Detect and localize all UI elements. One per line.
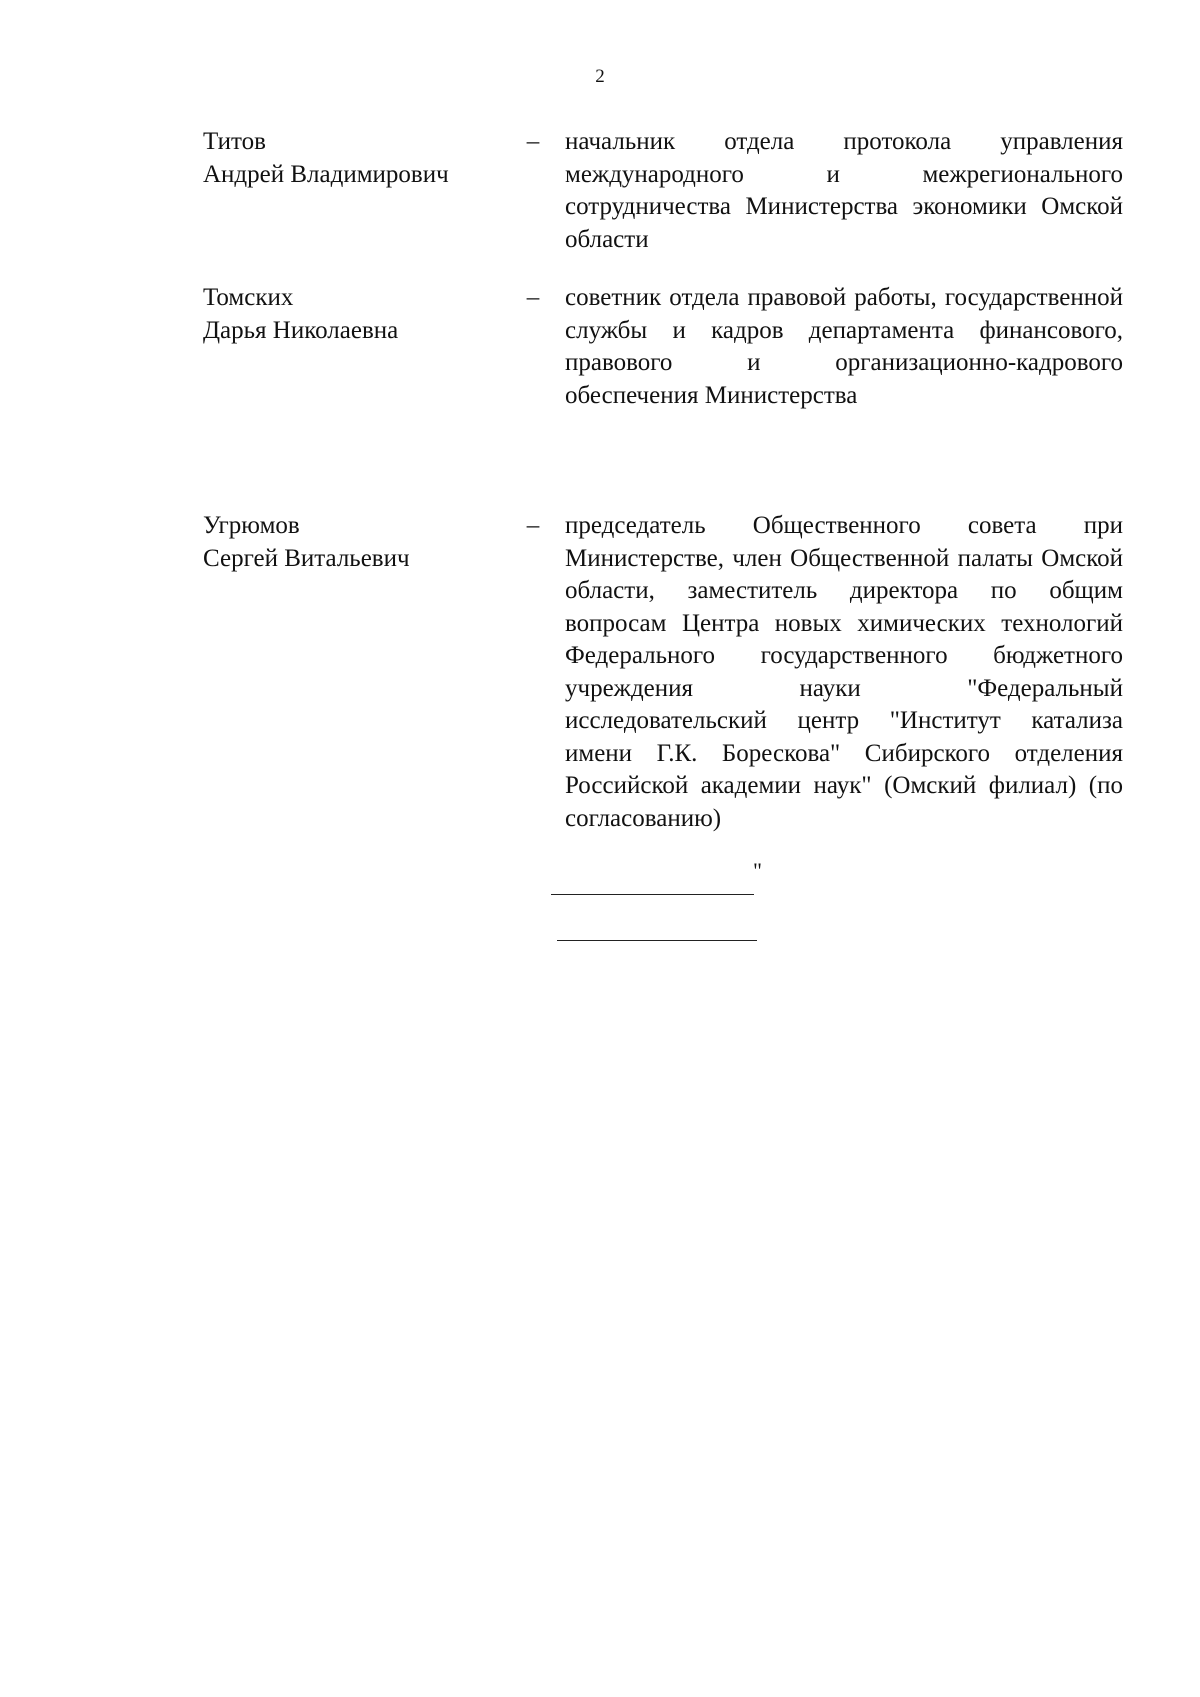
member-surname: Титов — [203, 128, 266, 155]
member-role: председатель Общественного совета при Министерстве, член Общественной палаты Омской области, заместитель директора по общим вопросам Центра новых химических технологий Федерального государственного бюджетного учреждения науки "Федеральный исследовательский центр "Институт катализа имени Г.К. Борескова" Сибирского отделения Российской академии наук" (Омский филиал) (по согласованию) — [565, 512, 1123, 832]
member-surname: Угрюмов — [203, 512, 300, 539]
member-given-names: Дарья Николаевна — [203, 316, 399, 344]
member-role: советник отдела правовой работы, государственной службы и кадров департамента финансового, правового и организационно-кадрового обеспечения Министерства — [565, 284, 1123, 409]
closing-rule — [551, 894, 754, 895]
member-surname: Томских — [203, 284, 294, 311]
closing-quote: " — [753, 858, 762, 883]
entry-dash: – — [526, 284, 540, 311]
closing-rule — [557, 940, 757, 941]
page-number: 2 — [595, 66, 605, 87]
entry-dash: – — [526, 512, 540, 539]
member-name — [203, 510, 533, 575]
member-name — [203, 126, 533, 191]
member-given-names: Андрей Владимирович — [203, 160, 449, 188]
member-name — [203, 282, 533, 347]
member-role: начальник отдела протокола управления международного и межрегионального сотрудничества Министерства экономики Омской области — [565, 128, 1123, 253]
entry-dash: – — [526, 128, 540, 155]
member-given-names: Сергей Витальевич — [203, 544, 410, 572]
